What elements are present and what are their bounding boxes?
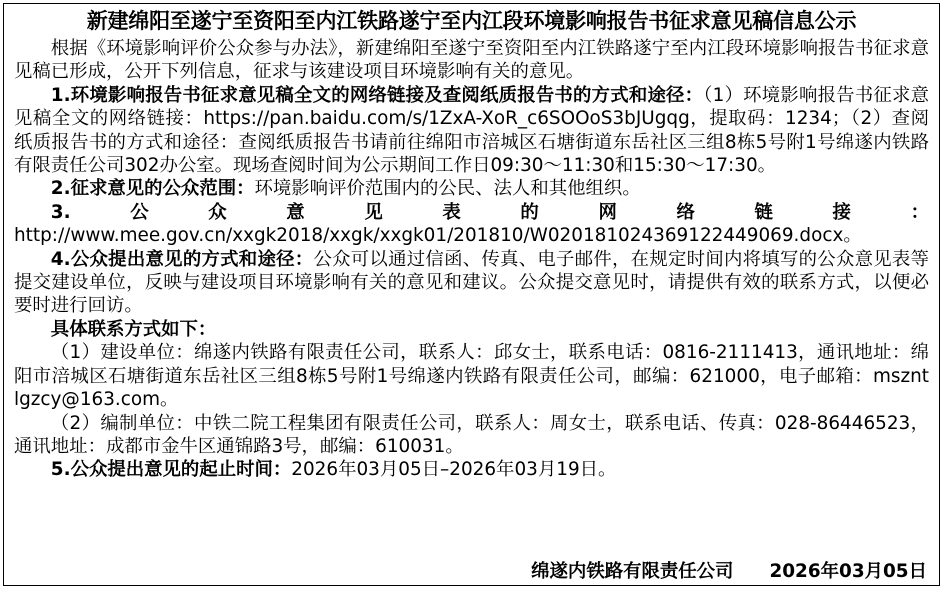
notice-body (14, 37, 929, 482)
section-4-text: 公众可以通过信函、传真、电子邮件，在规定时间内将填写的公众意见表等提交建设单位，反映与建设项目环境影响有关的意见和建议。公众提交意见时，请提供有效的联系方式，以便必要时进行回访。 (14, 248, 929, 317)
section-2-heading: 2.征求意见的公众范围： (50, 178, 255, 200)
section-5-paragraph (14, 458, 929, 481)
signature-company: 绵遂内铁路有限责任公司 (531, 561, 734, 582)
contacts-heading-paragraph (14, 318, 929, 341)
intro-paragraph: 根据《环境影响评价公众参与办法》，新建绵阳至遂宁至资阳至内江铁路遂宁至内江段环境影响报告书征求意见稿已形成，公开下列信息，征求与该建设项目环境影响有关的意见。 (14, 38, 929, 83)
section-3-link: http://www.mee.gov.cn/xxgk2018/xxgk/xxgk01/201810/W020181024369122449069.docx。 (14, 225, 862, 247)
contact-item-1: （1）建设单位：绵遂内铁路有限责任公司，联系人：邱女士，联系电话：0816-2111413，通讯地址：绵阳市涪城区石塘街道东岳社区三组8栋5号附1号绵遂内铁路有限责任公司，邮编：621000，电子邮箱：msznt lgzcy@163.com。 (14, 342, 929, 411)
section-1-heading: 1.环境影响报告书征求意见稿全文的网络链接及查阅纸质报告书的方式和途径： (50, 84, 704, 106)
contacts-heading: 具体联系方式如下： (50, 318, 217, 340)
section-2-paragraph (14, 177, 929, 200)
section-4-heading: 4.公众提出意见的方式和途径： (50, 248, 314, 270)
signature-date: 2026年03月05日 (769, 561, 927, 582)
contact-item-2: （2）编制单位：中铁二院工程集团有限责任公司，联系人：周女士，联系电话、传真：028-86446523，通讯地址：成都市金牛区通锦路3号，邮编：610031。 (14, 412, 929, 457)
section-3-paragraph (14, 201, 929, 248)
section-4-paragraph (14, 248, 929, 318)
section-1-paragraph (14, 84, 929, 178)
section-2-text: 环境影响评价范围内的公民、法人和其他组织。 (254, 178, 641, 200)
notice-title: 新建绵阳至遂宁至资阳至内江铁路遂宁至内江段环境影响报告书征求意见稿信息公示 (86, 9, 857, 33)
public-notice (3, 3, 940, 586)
signature-line (4, 560, 927, 583)
section-1-text: （1）环境影响报告书征求意见稿全文的网络链接：https://pan.baidu.com/s/1ZxA-XoR_c6SOOoS3bJUgqg，提取码：1234；（2）查阅纸质报告书的方式和途径：查阅纸质报告书请前往绵阳市涪城区石塘街道东岳社区三组8栋5号附1号绵遂内铁路有限责任公司302办公室。现场查阅时间为公示期间工作日09:30～11:30和15:30～17:30。 (14, 84, 929, 177)
section-5-heading: 5.公众提出意见的起止时间： (50, 459, 292, 481)
section-3-heading: 3.公众意见表的网络链接： (50, 201, 929, 223)
section-5-text: 2026年03月05日–2026年03月19日。 (291, 459, 617, 481)
